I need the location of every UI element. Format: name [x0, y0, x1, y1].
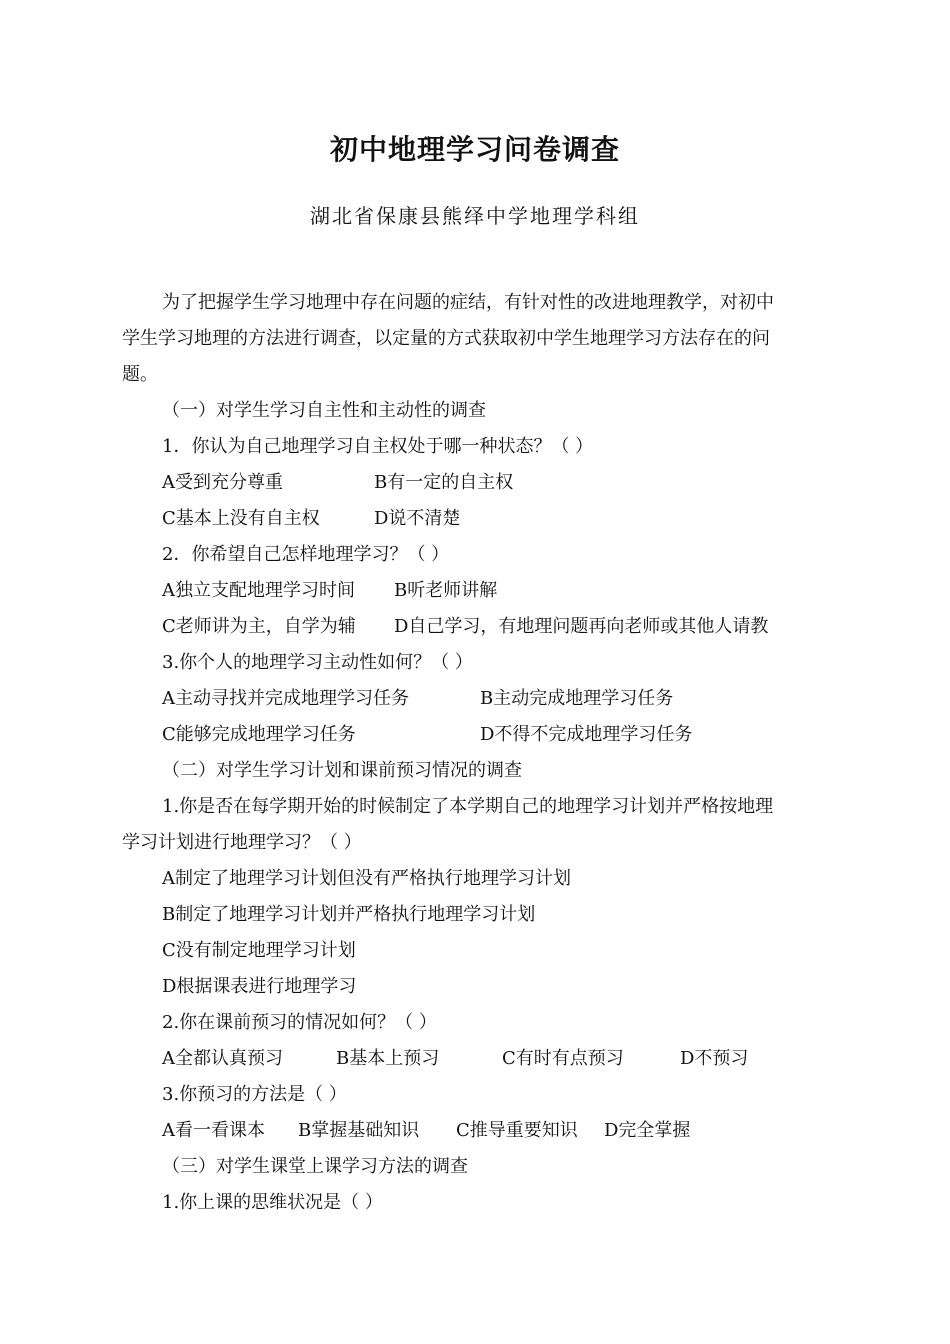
- option-2-3-c: C推导重要知识: [456, 1120, 578, 1141]
- page-subtitle: 湖北省保康县熊绎中学地理学科组: [310, 204, 640, 228]
- section-heading-2: （二）对学生学习计划和课前预习情况的调查: [162, 760, 522, 781]
- option-2-1-a: A制定了地理学习计划但没有严格执行地理学习计划: [162, 868, 571, 889]
- option-1-3-c: C能够完成地理学习任务: [162, 724, 356, 745]
- question-2-3: 3.你预习的方法是（ ）: [162, 1084, 347, 1105]
- intro-line-1: 为了把握学生学习地理中存在问题的症结，有针对性的改进地理教学，对初中: [162, 292, 774, 313]
- option-1-1-c: C基本上没有自主权: [162, 508, 320, 529]
- question-2-2: 2.你在课前预习的情况如何？（ ）: [162, 1012, 437, 1033]
- option-2-3-d: D完全掌握: [604, 1120, 691, 1141]
- intro-line-2: 学生学习地理的方法进行调查，以定量的方式获取初中学生地理学习方法存在的问: [122, 328, 770, 349]
- page-title: 初中地理学习问卷调查: [329, 133, 620, 166]
- option-2-1-d: D根据课表进行地理学习: [162, 976, 357, 997]
- option-1-1-a: A受到充分尊重: [162, 472, 283, 493]
- option-2-1-c: C没有制定地理学习计划: [162, 940, 356, 961]
- option-2-3-b: B掌握基础知识: [298, 1120, 420, 1141]
- option-1-3-a: A主动寻找并完成地理学习任务: [162, 688, 409, 709]
- option-1-2-c: C老师讲为主，自学为辅: [162, 616, 356, 637]
- option-1-1-d: D说不清楚: [374, 508, 461, 529]
- option-1-3-d: D不得不完成地理学习任务: [480, 724, 693, 745]
- section-heading-3: （三）对学生课堂上课学习方法的调查: [162, 1156, 468, 1177]
- option-2-2-b: B基本上预习: [336, 1048, 440, 1069]
- question-1-1: 1．你认为自己地理学习自主权处于哪一种状态？（ ）: [162, 436, 594, 457]
- option-1-3-b: B主动完成地理学习任务: [480, 688, 674, 709]
- option-2-2-a: A全都认真预习: [162, 1048, 283, 1069]
- question-3-1: 1.你上课的思维状况是（ ）: [162, 1192, 383, 1213]
- intro-line-3: 题。: [122, 364, 158, 385]
- question-2-1-line-2: 学习计划进行地理学习？（ ）: [122, 832, 362, 853]
- question-1-2: 2．你希望自己怎样地理学习？（ ）: [162, 544, 450, 565]
- option-2-2-d: D不预习: [680, 1048, 749, 1069]
- option-1-1-b: B有一定的自主权: [374, 472, 514, 493]
- option-1-2-d: D自己学习，有地理问题再向老师或其他人请教: [394, 616, 769, 637]
- option-2-3-a: A看一看课本: [162, 1120, 265, 1141]
- question-1-3: 3.你个人的地理学习主动性如何？（ ）: [162, 652, 473, 673]
- option-1-2-a: A独立支配地理学习时间: [162, 580, 355, 601]
- option-2-2-c: C有时有点预习: [502, 1048, 624, 1069]
- section-heading-1: （一）对学生学习自主性和主动性的调查: [162, 400, 486, 421]
- question-2-1-line-1: 1.你是否在每学期开始的时候制定了本学期自己的地理学习计划并严格按地理: [162, 796, 774, 817]
- option-1-2-b: B听老师讲解: [394, 580, 498, 601]
- option-2-1-b: B制定了地理学习计划并严格执行地理学习计划: [162, 904, 536, 925]
